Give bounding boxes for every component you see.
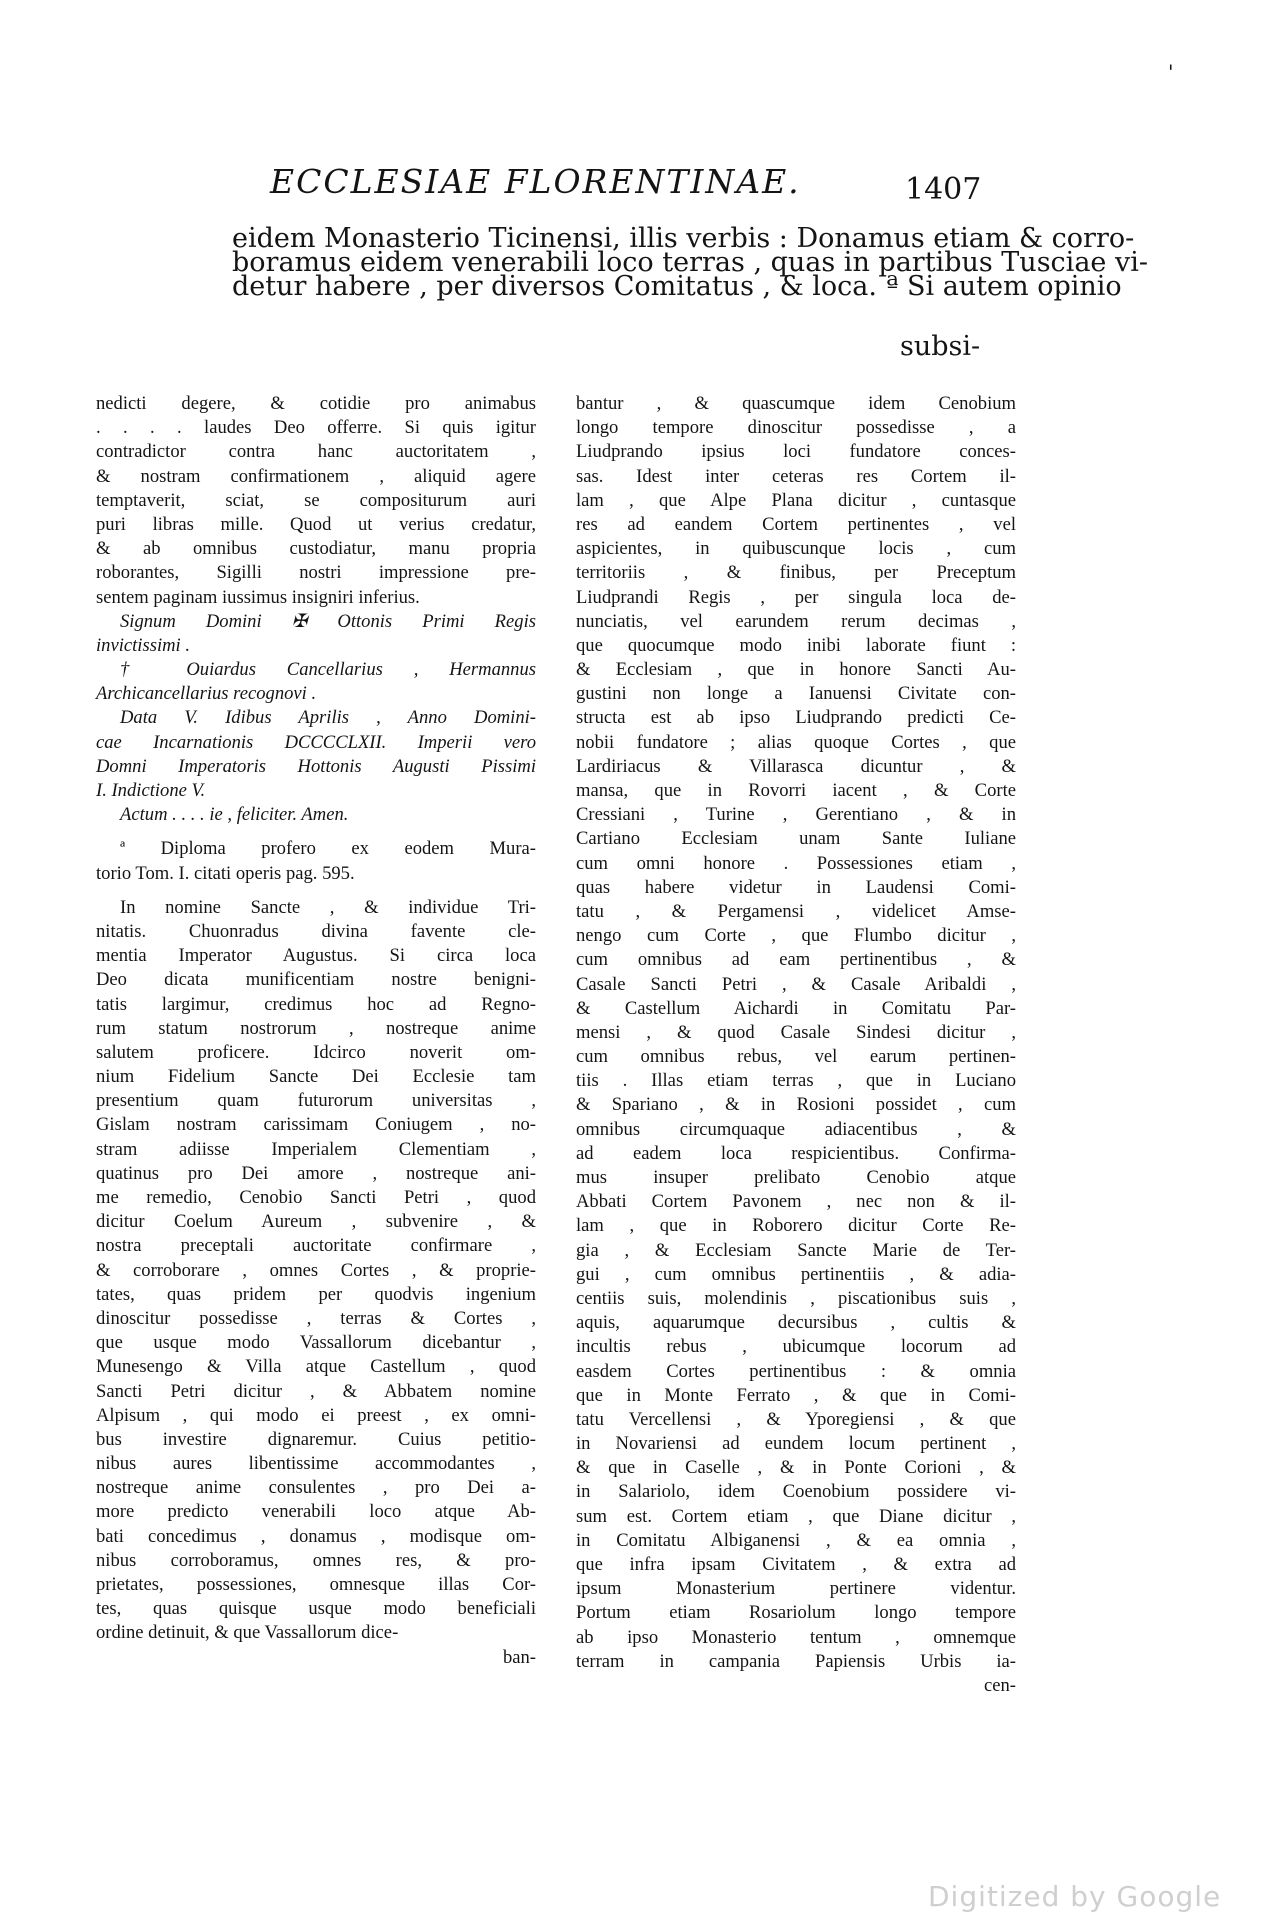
date-line: Domni Imperatoris Hottonis Augusti Pissimi — [96, 755, 536, 777]
actum-line: Actum . . . . ie , feliciter. Amen. — [120, 804, 349, 826]
intro-line: detur habere , per diversos Comitatus , & loca. ª Si autem opinio — [232, 271, 1122, 303]
right-line: tatu Vercellensi , & Yporegiensi , & que — [576, 1408, 1016, 1430]
right-line: lam , que in Roborero dicitur Corte Re- — [576, 1215, 1016, 1237]
date-line: Data V. Idibus Aprilis , Anno Domini- — [120, 707, 536, 729]
diploma-line: nostreque anime consulentes , pro Dei a- — [96, 1477, 536, 1499]
diploma-line: dicitur Coelum Aureum , subvenire , & — [96, 1211, 536, 1233]
right-line: Casale Sancti Petri , & Casale Aribaldi , — [576, 973, 1016, 995]
right-line: aquis, aquarumque decursibus , cultis & — [576, 1312, 1016, 1334]
digitized-watermark: Digitized by Google — [928, 1880, 1222, 1913]
diploma-line: more predicto venerabili loco atque Ab- — [96, 1501, 536, 1523]
intro-line: boramus eidem venerabili loco terras , quas in partibus Tusciae vi- — [232, 247, 1148, 279]
right-line: mansa, que in Rovorri iacent , & Corte — [576, 780, 1016, 801]
right-line: Cartiano Ecclesiam unam Sante Iuliane — [576, 828, 1016, 850]
diploma-line: prietates, possessiones, omnesque illas Cor- — [96, 1574, 536, 1595]
paragraph-gap — [96, 827, 536, 837]
right-line: cum omnibus rebus, vel earum pertinen- — [576, 1046, 1016, 1068]
right-line: Liudprandi Regis , per singula loca de- — [576, 586, 1016, 608]
right-column — [576, 392, 1016, 1698]
text-line: roborantes, Sigilli nostri impressione pre- — [96, 562, 536, 584]
chancellor-line: Archicancellarius recognovi . — [96, 683, 317, 705]
left-column — [96, 392, 536, 1670]
diploma-line: nitatis. Chuonradus divina favente cle- — [96, 920, 536, 942]
right-line: Lardiriacus & Villarasca dicuntur , & — [576, 755, 1016, 777]
right-line: bantur , & quascumque idem Cenobium — [576, 393, 1016, 414]
right-line: longo tempore dinoscitur possedisse , a — [576, 417, 1016, 439]
right-line: cum omni honore . Possessiones etiam , — [576, 852, 1016, 874]
right-line: ipsum Monasterium pertinere videntur. — [576, 1578, 1016, 1600]
diploma-line: me remedio, Cenobio Sancti Petri , quod — [96, 1187, 536, 1208]
right-line: nengo cum Corte , que Flumbo dicitur , — [576, 925, 1016, 947]
diploma-line: bus investire dignaremur. Cuius petitio- — [96, 1428, 536, 1450]
diploma-line: quatinus pro Dei amore , nostreque ani- — [96, 1162, 536, 1184]
right-line: centiis suis, molendinis , piscationibus suis , — [576, 1287, 1016, 1309]
footnote-line: ª Diploma profero ex eodem Mura- — [120, 838, 536, 860]
text-line: temptaverit, sciat, se compositurum auri — [96, 489, 536, 511]
right-line: in Novariensi ad eundem locum pertinent , — [576, 1433, 1016, 1455]
signum-line: invictissimi . — [96, 634, 190, 656]
text-line: & ab omnibus custodiatur, manu propria — [96, 538, 536, 560]
diploma-line: salutem proficere. Idcirco noverit om- — [96, 1041, 536, 1063]
diploma-line: rum statum nostrorum , nostreque anime — [96, 1017, 536, 1039]
right-line: omnibus circumquaque adiacentibus , & — [576, 1118, 1016, 1140]
right-line: & que in Caselle , & in Ponte Corioni , & — [576, 1457, 1016, 1479]
right-line: territoriis , & finibus, per Preceptum — [576, 562, 1016, 584]
right-line: mensi , & quod Casale Sindesi dicitur , — [576, 1021, 1016, 1043]
diploma-line: Deo dicata munificentiam nostre benigni- — [96, 969, 536, 991]
diploma-line: Gislam nostram carissimam Coniugem , no- — [96, 1114, 536, 1136]
diploma-line: stram adiisse Imperialem Clementiam , — [96, 1138, 536, 1160]
right-line: in Comitatu Albiganensi , & ea omnia , — [576, 1529, 1016, 1551]
right-line: tiis . Illas etiam terras , que in Luciano — [576, 1070, 1016, 1092]
right-line: Liudprando ipsius loci fundatore conces- — [576, 441, 1016, 463]
right-line: structa est ab ipso Liudprando predicti Ce- — [576, 707, 1016, 729]
intro-catchword: subsi- — [900, 331, 981, 362]
diploma-line: & corroborare , omnes Cortes , & proprie- — [96, 1259, 536, 1281]
right-line: ad eadem loca respicientibus. Confirma- — [576, 1142, 1016, 1164]
diploma-line: Munesengo & Villa atque Castellum , quod — [96, 1356, 536, 1378]
chancellor-line: † Ouiardus Cancellarius , Hermannus — [120, 659, 536, 681]
right-line: Abbati Cortem Pavonem , nec non & il- — [576, 1191, 1016, 1213]
date-line: cae Incarnationis DCCCCLXII. Imperii vero — [96, 731, 536, 753]
diploma-line: Alpisum , qui modo ei preest , ex omni- — [96, 1404, 536, 1426]
right-line: que infra ipsam Civitatem , & extra ad — [576, 1554, 1016, 1575]
diploma-line: ordine detinuit, & que Vassallorum dice- — [96, 1622, 399, 1644]
right-line: que quocumque modo inibi laborate fiunt : — [576, 634, 1016, 656]
running-head: ECCLESIAE FLORENTINAE. — [270, 162, 801, 201]
right-line: nobii fundatore ; alias quoque Cortes , que — [576, 731, 1016, 753]
diploma-line: In nomine Sancte , & individue Tri- — [120, 896, 536, 918]
intro-line: eidem Monasterio Ticinensi, illis verbis : Donamus etiam & corro- — [232, 223, 1135, 254]
corner-mark: ' — [1168, 60, 1174, 84]
right-line: lam , que Alpe Plana dicitur , cuntasque — [576, 489, 1016, 511]
diploma-line: nium Fidelium Sancte Dei Ecclesie tam — [96, 1066, 536, 1088]
text-line: & nostram confirmationem , aliquid agere — [96, 465, 536, 487]
diploma-line: Sancti Petri dicitur , & Abbatem nomine — [96, 1380, 536, 1402]
diploma-line: tates, quas pridem per quodvis ingenium — [96, 1283, 536, 1305]
right-line: in Salariolo, idem Coenobium possidere vi- — [576, 1481, 1016, 1503]
right-line: & Ecclesiam , que in honore Sancti Au- — [576, 659, 1016, 681]
diploma-line: que usque modo Vassallorum dicebantur , — [96, 1332, 536, 1354]
text-line: contradictor contra hanc auctoritatem , — [96, 441, 536, 463]
right-line: sum est. Cortem etiam , que Diane dicitur , — [576, 1505, 1016, 1527]
diploma-line: nibus aures libentissime accommodantes , — [96, 1453, 536, 1475]
right-catchword: cen- — [984, 1674, 1016, 1696]
right-line: & Spariano , & in Rosioni possidet , cum — [576, 1094, 1016, 1116]
right-line: sas. Idest inter ceteras res Cortem il- — [576, 465, 1016, 487]
right-line: ab ipso Monasterio tentum , omnemque — [576, 1626, 1016, 1648]
right-line: mus insuper prelibato Cenobio atque — [576, 1167, 1016, 1188]
right-line: gui , cum omnibus pertinentiis , & adia- — [576, 1263, 1016, 1285]
intro-paragraph — [232, 220, 1148, 303]
text-line: . . . . laudes Deo offerre. Si quis igitur — [96, 417, 536, 439]
right-line: que in Monte Ferrato , & que in Comi- — [576, 1384, 1016, 1406]
paragraph-gap — [96, 886, 536, 896]
text-line: nedicti degere, & cotidie pro animabus — [96, 393, 536, 414]
right-line: Portum etiam Rosariolum longo tempore — [576, 1602, 1016, 1624]
right-line: & Castellum Aichardi in Comitatu Par- — [576, 997, 1016, 1019]
diploma-line: nibus corroboramus, omnes res, & pro- — [96, 1549, 536, 1571]
right-line: quas habere videtur in Laudensi Comi- — [576, 876, 1016, 898]
diploma-line: bati concedimus , donamus , modisque om- — [96, 1525, 536, 1547]
diploma-line: presentium quam futurorum universitas , — [96, 1090, 536, 1112]
diploma-line: dinoscitur possedisse , terras & Cortes , — [96, 1307, 536, 1329]
right-line: incultis rebus , ubicumque locorum ad — [576, 1336, 1016, 1358]
left-catchword: ban- — [502, 1646, 536, 1668]
right-line: Cressiani , Turine , Gerentiano , & in — [576, 804, 1016, 826]
signum-line: Signum Domini ✠ Ottonis Primi Regis — [120, 610, 536, 632]
footnote-line: torio Tom. I. citati operis pag. 595. — [96, 862, 355, 884]
text-line: puri libras mille. Quod ut verius credatur, — [96, 513, 536, 535]
diploma-line: nostra preceptali auctoritate confirmare , — [96, 1235, 536, 1257]
text-line: sentem paginam iussimus insigniri inferius. — [96, 586, 420, 608]
right-line: nunciatis, vel earundem rerum decimas , — [576, 610, 1016, 632]
diploma-line: tatis largimur, credimus hoc ad Regno- — [96, 993, 536, 1015]
right-line: tatu , & Pergamensi , videlicet Amse- — [576, 900, 1016, 922]
page-number: 1407 — [905, 172, 982, 207]
diploma-line: tes, quas quisque usque modo beneficiali — [96, 1598, 536, 1620]
right-line: cum omnibus ad eam pertinentibus , & — [576, 949, 1016, 971]
date-line: I. Indictione V. — [96, 780, 206, 801]
diploma-line: mentia Imperator Augustus. Si circa loca — [96, 945, 536, 967]
right-line: res ad eandem Cortem pertinentes , vel — [576, 513, 1016, 535]
right-line: gia , & Ecclesiam Sancte Marie de Ter- — [576, 1239, 1016, 1261]
right-line: aspicientes, in quibuscunque locis , cum — [576, 538, 1016, 560]
right-line: easdem Cortes pertinentibus : & omnia — [576, 1360, 1016, 1382]
right-line: terram in campania Papiensis Urbis ia- — [576, 1650, 1016, 1672]
right-line: gustini non longe a Ianuensi Civitate con- — [576, 683, 1016, 705]
